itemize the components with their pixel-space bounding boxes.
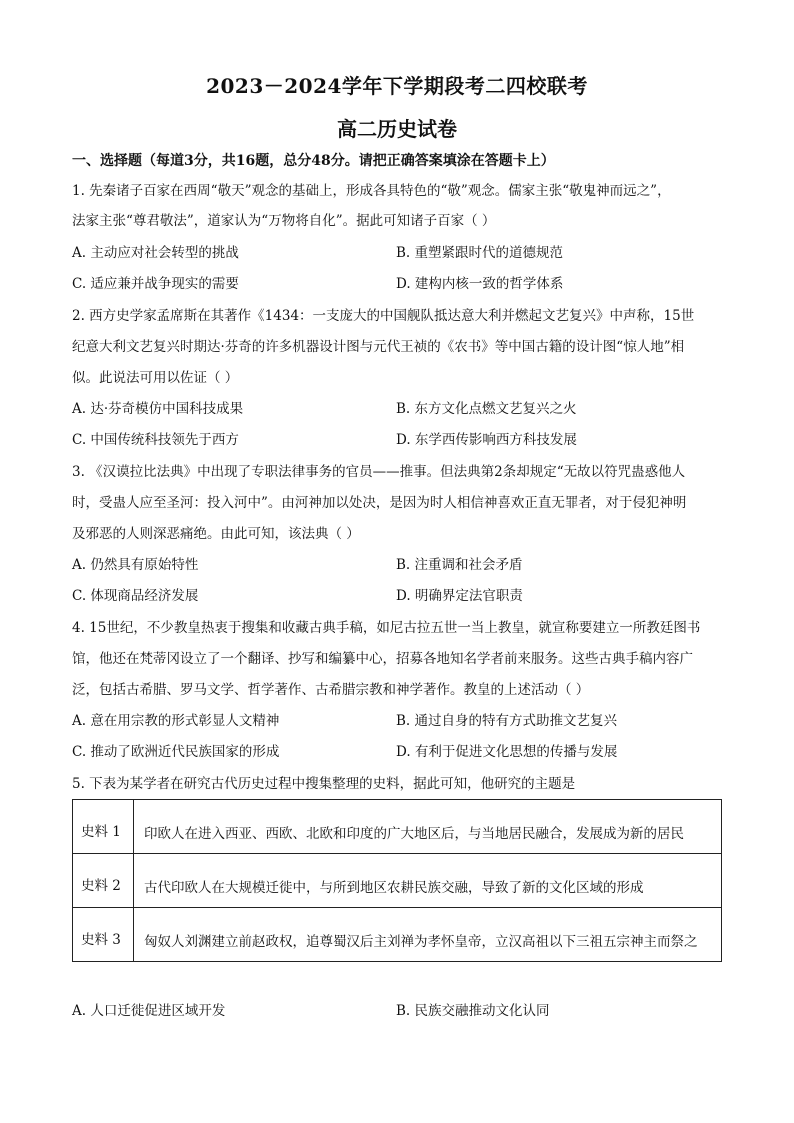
- source-text: 古代印欧人在大规模迁徙中，与所到地区农耕民族交融，导致了新的文化区域的形成: [134, 854, 722, 908]
- question-1-line-2: 法家主张“尊君敬法”，道家认为“万物将自化”。据此可知诸子百家（ ）: [72, 213, 496, 229]
- question-4-option-c: C. 推动了欧洲近代民族国家的形成: [72, 744, 280, 760]
- question-4-option-a: A. 意在用宗教的形式彰显人文精神: [72, 713, 280, 729]
- question-4-option-b: B. 通过自身的特有方式助推文艺复兴: [396, 713, 618, 729]
- source-text: 匈奴人刘渊建立前赵政权，追尊蜀汉后主刘禅为孝怀皇帝，立汉高祖以下三祖五宗神主而祭之: [134, 908, 722, 962]
- question-3-line-2: 时，受蛊人应至圣河：投入河中”。由河神加以处决，是因为时人相信神喜欢正直无罪者，对于侵犯神明: [72, 495, 687, 511]
- question-2-option-c: C. 中国传统科技领先于西方: [72, 432, 239, 448]
- question-1-line-1: 1. 先秦诸子百家在西周“敬天”观念的基础上，形成各具特色的“敬”观念。儒家主张“敬鬼神而远之”，: [72, 183, 671, 199]
- question-3-option-c: C. 体现商品经济发展: [72, 588, 199, 604]
- question-2-option-d: D. 东学西传影响西方科技发展: [396, 432, 577, 448]
- table-row: [73, 908, 722, 962]
- question-5-option-b: B. 民族交融推动文化认同: [396, 1003, 550, 1019]
- question-3-option-d: D. 明确界定法官职责: [396, 588, 523, 604]
- question-1-option-a: A. 主动应对社会转型的挑战: [72, 245, 239, 261]
- source-text: 印欧人在进入西亚、西欧、北欧和印度的广大地区后，与当地居民融合，发展成为新的居民: [134, 800, 722, 854]
- question-4-line-3: 泛，包括古希腊、罗马文学、哲学著作、古希腊宗教和神学著作。教皇的上述活动（ ）: [72, 682, 590, 698]
- exam-subtitle: 高二历史试卷: [337, 117, 457, 141]
- question-2-option-a: A. 达·芬奇模仿中国科技成果: [72, 401, 244, 417]
- question-3-option-b: B. 注重调和社会矛盾: [396, 557, 523, 573]
- question-4-line-2: 馆，他还在梵蒂冈设立了一个翻译、抄写和编纂中心，招募各地知名学者前来服务。这些古典手稿内容广: [72, 651, 693, 667]
- question-3-option-a: A. 仍然具有原始特性: [72, 557, 199, 573]
- question-2-line-3: 似。此说法可用以佐证（ ）: [72, 370, 239, 386]
- question-4-option-d: D. 有利于促进文化思想的传播与发展: [396, 744, 618, 760]
- source-label: 史料 2: [73, 854, 134, 908]
- question-2-option-b: B. 东方文化点燃文艺复兴之火: [396, 401, 577, 417]
- exam-title: 2023－2024学年下学期段考二四校联考: [206, 74, 588, 98]
- question-2-line-2: 纪意大利文艺复兴时期达·芬奇的许多机器设计图与元代王祯的《农书》等中国古籍的设计图“惊人地”相: [72, 339, 685, 355]
- source-table: [72, 799, 722, 962]
- question-1-option-c: C. 适应兼并战争现实的需要: [72, 276, 239, 292]
- question-5-line-1: 5. 下表为某学者在研究古代历史过程中搜集整理的史料，据此可知，他研究的主题是: [72, 776, 576, 792]
- table-row: [73, 854, 722, 908]
- question-4-line-1: 4. 15世纪，不少教皇热衷于搜集和收藏古典手稿，如尼古拉五世一当上教皇，就宣称要建立一所教廷图书: [72, 620, 701, 636]
- section-heading: 一、选择题（每道3分，共16题，总分48分。请把正确答案填涂在答题卡上）: [72, 153, 555, 169]
- question-1-option-b: B. 重塑紧跟时代的道德规范: [396, 245, 564, 261]
- question-3-line-1: 3. 《汉谟拉比法典》中出现了专职法律事务的官员——推事。但法典第2条却规定“无故以符咒蛊惑他人: [72, 464, 686, 480]
- question-5-option-a: A. 人口迁徙促进区域开发: [72, 1003, 226, 1019]
- source-label: 史料 3: [73, 908, 134, 962]
- question-2-line-1: 2. 西方史学家孟席斯在其著作《1434：一支庞大的中国舰队抵达意大利并燃起文艺复兴》中声称，15世: [72, 308, 695, 324]
- question-3-line-3: 及邪恶的人则深恶痛绝。由此可知，该法典（ ）: [72, 526, 360, 542]
- source-label: 史料 1: [73, 800, 134, 854]
- question-1-option-d: D. 建构内核一致的哲学体系: [396, 276, 564, 292]
- table-row: [73, 800, 722, 854]
